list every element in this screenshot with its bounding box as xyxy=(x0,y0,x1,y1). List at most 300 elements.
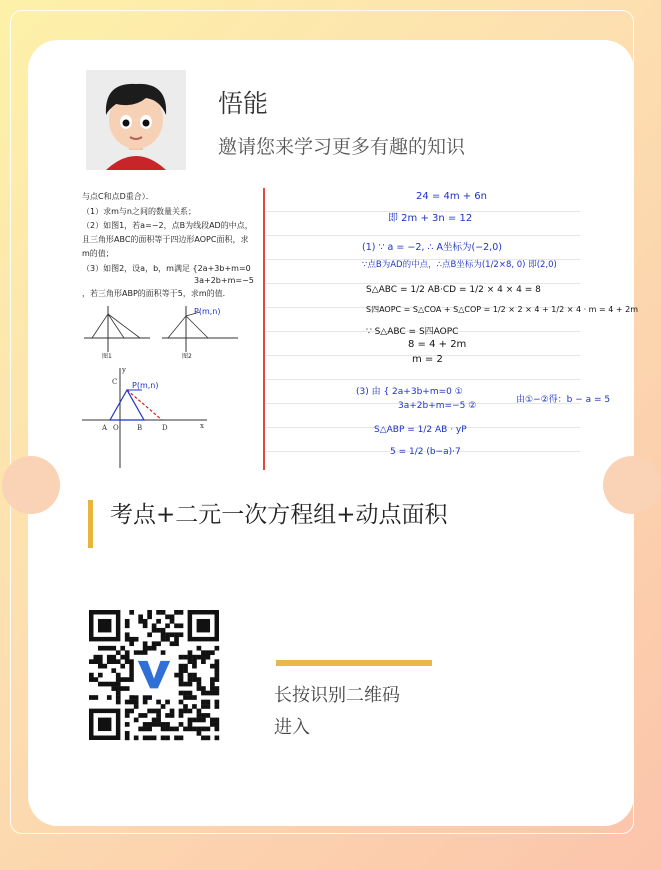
qr-module xyxy=(206,691,211,696)
qr-module xyxy=(210,686,215,691)
qr-module xyxy=(161,650,166,655)
qr-module xyxy=(179,677,184,682)
figure-1 xyxy=(82,302,152,358)
qr-module xyxy=(201,686,206,691)
qr-finder xyxy=(98,619,111,632)
handwritten-solution-panel xyxy=(266,188,639,470)
qr-module xyxy=(179,610,184,615)
qr-module xyxy=(165,727,170,732)
qr-module xyxy=(129,709,134,714)
qr-module xyxy=(179,691,184,696)
qr-module xyxy=(134,650,139,655)
qr-code-icon xyxy=(89,610,219,740)
qr-module xyxy=(165,637,170,642)
qr-module xyxy=(188,673,193,678)
qr-module xyxy=(116,659,121,664)
problem-line: m的值； xyxy=(82,249,114,258)
qr-module xyxy=(210,664,215,669)
qr-module xyxy=(143,736,148,741)
qr-module xyxy=(129,700,134,705)
title-accent-bar xyxy=(88,500,93,548)
qr-module xyxy=(143,619,148,624)
qr-module xyxy=(120,646,125,651)
handwritten-line: ∵点B为AD的中点，∴点B坐标为(1/2×8, 0) 即(2,0) xyxy=(362,260,557,270)
qr-module xyxy=(174,637,179,642)
qr-module xyxy=(165,722,170,727)
qr-module xyxy=(120,655,125,660)
qr-module xyxy=(116,677,121,682)
qr-module xyxy=(152,628,157,633)
handwritten-line: ∵ S△ABC = S四AOPC xyxy=(366,327,459,337)
qr-module xyxy=(156,641,161,646)
qr-module xyxy=(174,610,179,615)
qr-module xyxy=(206,727,211,732)
profile-name: 悟能 xyxy=(218,89,269,118)
page-divider xyxy=(263,188,265,470)
qr-module xyxy=(161,722,166,727)
qr-module xyxy=(192,659,197,664)
qr-module xyxy=(206,700,211,705)
qr-module xyxy=(170,619,175,624)
qr-module xyxy=(134,736,139,741)
qr-module xyxy=(156,722,161,727)
qr-module xyxy=(98,664,103,669)
qr-module xyxy=(120,677,125,682)
qr-module xyxy=(188,727,193,732)
qr-module xyxy=(170,632,175,637)
qr-module xyxy=(125,659,130,664)
handwritten-line: (1) ∵ a = −2, ∴ A坐标为(−2,0) xyxy=(362,242,502,253)
qr-module xyxy=(102,664,107,669)
qr-module xyxy=(183,695,188,700)
qr-module xyxy=(206,655,211,660)
qr-module xyxy=(215,727,220,732)
qr-module xyxy=(179,713,184,718)
axis-label-y: y xyxy=(122,366,126,374)
qr-module xyxy=(210,650,215,655)
qr-module xyxy=(152,718,157,723)
qr-module xyxy=(152,646,157,651)
qr-module xyxy=(188,691,193,696)
problem-line: （2）如图1，若a=−2，点B为线段AD的中点， xyxy=(82,221,253,230)
qr-module xyxy=(116,673,121,678)
qr-module xyxy=(215,722,220,727)
qr-module xyxy=(165,736,170,741)
qr-module xyxy=(210,682,215,687)
qr-module xyxy=(210,691,215,696)
qr-module xyxy=(215,704,220,709)
qr-module xyxy=(147,632,152,637)
avatar xyxy=(86,70,186,170)
qr-module xyxy=(183,727,188,732)
handwritten-line: 24 = 4m + 6n xyxy=(416,191,488,202)
qr-module xyxy=(201,727,206,732)
qr-module xyxy=(174,673,179,678)
qr-module xyxy=(93,655,98,660)
qr-module xyxy=(111,682,116,687)
qr-module xyxy=(143,713,148,718)
qr-module xyxy=(192,655,197,660)
qr-module xyxy=(129,659,134,664)
qr-module xyxy=(161,736,166,741)
course-title: 考点+二元一次方程组+动点面积 xyxy=(110,502,448,528)
handwritten-line: S△ABP = 1/2 AB · yP xyxy=(374,425,467,435)
point-label-a: A xyxy=(102,424,108,432)
qr-module xyxy=(197,731,202,736)
qr-module xyxy=(107,695,112,700)
qr-module xyxy=(116,700,121,705)
qr-hint-line: 进入 xyxy=(274,717,310,738)
qr-hint xyxy=(274,680,474,744)
qr-module xyxy=(161,632,166,637)
qr-module xyxy=(98,646,103,651)
qr-module xyxy=(170,727,175,732)
qr-module xyxy=(138,650,143,655)
figure-1-caption: 图1 xyxy=(102,353,112,360)
point-label-p: P(m,n) xyxy=(194,307,221,316)
qr-module xyxy=(125,713,130,718)
qr-module xyxy=(197,646,202,651)
qr-module xyxy=(107,659,112,664)
qr-module xyxy=(179,722,184,727)
problem-line: 且三角形ABC的面积等于四边形AOPC面积，求 xyxy=(82,235,249,244)
qr-module xyxy=(143,623,148,628)
qr-module xyxy=(161,628,166,633)
qr-module xyxy=(125,700,130,705)
qr-module xyxy=(89,673,94,678)
qr-module xyxy=(165,632,170,637)
qr-module xyxy=(152,641,157,646)
figure-large xyxy=(82,360,212,470)
qr-module xyxy=(129,637,134,642)
handwritten-line: S四AOPC = S△COA + S△COP = 1/2 × 2 × 4 + 1/2 × 4 · m = 4 + 2m xyxy=(366,305,639,314)
qr-module xyxy=(215,700,220,705)
qr-module xyxy=(125,722,130,727)
qr-module xyxy=(215,673,220,678)
problem-line: ，若三角形ABP的面积等于5，求m的值． xyxy=(82,289,231,298)
qr-module xyxy=(125,619,130,624)
figure-2-caption: 图2 xyxy=(182,353,192,360)
qr-module xyxy=(179,632,184,637)
qr-module xyxy=(134,704,139,709)
qr-module xyxy=(134,637,139,642)
qr-module xyxy=(179,682,184,687)
qr-module xyxy=(147,610,152,615)
qr-code[interactable] xyxy=(89,610,219,744)
qr-module xyxy=(179,736,184,741)
qr-module xyxy=(165,623,170,628)
qr-module xyxy=(156,700,161,705)
qr-module xyxy=(188,659,193,664)
qr-module xyxy=(134,718,139,723)
qr-module xyxy=(201,650,206,655)
problem-line: 与点C和点D重合）． xyxy=(82,192,154,201)
qr-module xyxy=(197,709,202,714)
point-label-b: B xyxy=(137,424,143,432)
qr-module xyxy=(170,614,175,619)
qr-module xyxy=(111,646,116,651)
qr-module xyxy=(125,731,130,736)
qr-module xyxy=(111,668,116,673)
qr-module xyxy=(125,655,130,660)
qr-module xyxy=(174,727,179,732)
qr-module xyxy=(197,713,202,718)
qr-module xyxy=(201,655,206,660)
ticket-notch-left xyxy=(2,456,60,514)
qr-module xyxy=(116,691,121,696)
qr-module xyxy=(143,722,148,727)
qr-module xyxy=(165,700,170,705)
qr-hint-line: 长按识别二维码 xyxy=(274,685,400,706)
qr-module xyxy=(93,659,98,664)
qr-module xyxy=(147,722,152,727)
qr-module xyxy=(174,623,179,628)
qr-module xyxy=(143,650,148,655)
qr-module xyxy=(170,641,175,646)
qr-module xyxy=(174,632,179,637)
qr-module xyxy=(197,677,202,682)
qr-module xyxy=(98,673,103,678)
qr-module xyxy=(143,641,148,646)
qr-module xyxy=(215,664,220,669)
qr-module xyxy=(89,659,94,664)
qr-module xyxy=(183,682,188,687)
qr-module xyxy=(215,686,220,691)
qr-module xyxy=(192,718,197,723)
qr-module xyxy=(197,727,202,732)
qr-module xyxy=(107,682,112,687)
qr-module xyxy=(188,655,193,660)
qr-module xyxy=(183,691,188,696)
problem-line: 3a+2b+m=−5 xyxy=(194,276,254,285)
qr-module xyxy=(192,677,197,682)
qr-module xyxy=(179,673,184,678)
qr-module xyxy=(188,650,193,655)
qr-module xyxy=(125,709,130,714)
qr-module xyxy=(125,637,130,642)
qr-module xyxy=(125,650,130,655)
invite-text: 邀请您来学习更多有趣的知识 xyxy=(218,136,466,158)
problem-line: （1）求m与n之间的数量关系； xyxy=(82,207,196,216)
handwritten-line: 即 2m + 3n = 12 xyxy=(388,213,473,224)
qr-module xyxy=(134,695,139,700)
qr-module xyxy=(125,632,130,637)
qr-module xyxy=(102,646,107,651)
qr-module xyxy=(183,709,188,714)
qr-module xyxy=(188,718,193,723)
qr-module xyxy=(192,673,197,678)
qr-module xyxy=(116,682,121,687)
handwritten-line: 由①−②得：b − a = 5 xyxy=(516,395,611,405)
qr-module xyxy=(201,704,206,709)
qr-module xyxy=(107,646,112,651)
qr-module xyxy=(192,695,197,700)
qr-module xyxy=(107,655,112,660)
qr-module xyxy=(98,682,103,687)
problem-text-panel xyxy=(80,188,263,470)
qr-module xyxy=(197,686,202,691)
qr-module xyxy=(161,610,166,615)
point-label-d: D xyxy=(162,424,168,432)
qr-module xyxy=(147,736,152,741)
qr-module xyxy=(147,695,152,700)
qr-module xyxy=(188,695,193,700)
qr-module xyxy=(129,664,134,669)
qr-module xyxy=(161,704,166,709)
qr-module xyxy=(188,709,193,714)
qr-module xyxy=(161,637,166,642)
qr-module xyxy=(197,718,202,723)
gold-divider xyxy=(276,660,432,666)
qr-module xyxy=(111,686,116,691)
qr-module xyxy=(129,641,134,646)
axis-label-x: x xyxy=(200,422,204,430)
qr-module xyxy=(210,722,215,727)
qr-module xyxy=(188,722,193,727)
handwritten-line: m = 2 xyxy=(412,354,443,365)
qr-module xyxy=(138,614,143,619)
qr-module xyxy=(116,650,121,655)
qr-module xyxy=(156,619,161,624)
handwritten-line: 3a+2b+m=−5 ② xyxy=(398,401,477,411)
qr-module xyxy=(129,668,134,673)
qr-module xyxy=(192,704,197,709)
qr-module xyxy=(179,655,184,660)
qr-module xyxy=(147,709,152,714)
qr-module xyxy=(201,659,206,664)
problem-line: （3）如图2，设a，b，m满足 {2a+3b+m=0 xyxy=(82,264,251,273)
ticket-notch-right xyxy=(603,456,661,514)
qr-module xyxy=(116,695,121,700)
qr-module xyxy=(102,682,107,687)
qr-module xyxy=(170,713,175,718)
qr-module xyxy=(188,682,193,687)
qr-module xyxy=(206,736,211,741)
qr-module xyxy=(201,718,206,723)
qr-module xyxy=(201,713,206,718)
qr-module xyxy=(188,677,193,682)
qr-module xyxy=(111,655,116,660)
lesson-preview-image[interactable] xyxy=(80,188,639,470)
qr-module xyxy=(197,682,202,687)
qr-module xyxy=(143,646,148,651)
qr-module xyxy=(138,713,143,718)
qr-module xyxy=(129,673,134,678)
qr-module xyxy=(111,659,116,664)
qr-module xyxy=(197,655,202,660)
handwritten-line: 8 = 4 + 2m xyxy=(408,339,467,350)
qr-module xyxy=(125,677,130,682)
qr-module xyxy=(206,704,211,709)
qr-module xyxy=(152,736,157,741)
qr-module xyxy=(125,736,130,741)
qr-module xyxy=(174,736,179,741)
qr-module xyxy=(93,695,98,700)
qr-module xyxy=(165,713,170,718)
qr-module xyxy=(89,677,94,682)
qr-module xyxy=(179,709,184,714)
handwritten-line: 5 = 1/2 (b−a)·7 xyxy=(390,447,461,457)
handwritten-line: S△ABC = 1/2 AB·CD = 1/2 × 4 × 4 = 8 xyxy=(366,285,541,295)
qr-module xyxy=(156,713,161,718)
qr-module xyxy=(206,713,211,718)
qr-module xyxy=(210,718,215,723)
qr-module xyxy=(152,722,157,727)
qr-module xyxy=(134,700,139,705)
qr-module xyxy=(93,677,98,682)
qr-module xyxy=(215,659,220,664)
qr-module xyxy=(89,695,94,700)
qr-module xyxy=(143,700,148,705)
qr-module xyxy=(129,677,134,682)
handwritten-line: (3) 由 { 2a+3b+m=0 ① xyxy=(356,387,463,397)
qr-module xyxy=(210,677,215,682)
qr-module xyxy=(147,727,152,732)
qr-module xyxy=(156,628,161,633)
cartoon-face-icon xyxy=(86,70,186,170)
figure-2-small xyxy=(160,302,240,358)
qr-module xyxy=(156,718,161,723)
qr-module xyxy=(179,668,184,673)
qr-module xyxy=(98,655,103,660)
qr-module xyxy=(143,695,148,700)
qr-module xyxy=(183,655,188,660)
qr-module xyxy=(129,695,134,700)
qr-module xyxy=(174,641,179,646)
point-label-p-large: P(m,n) xyxy=(132,381,159,390)
qr-module xyxy=(215,677,220,682)
qr-module xyxy=(152,709,157,714)
qr-module xyxy=(179,623,184,628)
point-label-c: C xyxy=(112,378,118,386)
qr-module xyxy=(183,668,188,673)
qr-module xyxy=(215,736,220,741)
qr-module xyxy=(215,668,220,673)
qr-module xyxy=(156,610,161,615)
qr-module xyxy=(129,610,134,615)
qr-module xyxy=(179,664,184,669)
qr-module xyxy=(201,691,206,696)
qr-module xyxy=(147,646,152,651)
qr-module xyxy=(120,664,125,669)
qr-module xyxy=(170,709,175,714)
qr-finder xyxy=(197,619,210,632)
qr-module xyxy=(183,704,188,709)
qr-module xyxy=(201,736,206,741)
qr-module xyxy=(143,727,148,732)
qr-module xyxy=(116,686,121,691)
qr-module xyxy=(192,727,197,732)
qr-module xyxy=(201,700,206,705)
qr-module xyxy=(179,700,184,705)
point-label-o: O xyxy=(113,424,119,432)
qr-module xyxy=(183,664,188,669)
qr-module xyxy=(206,650,211,655)
qr-module xyxy=(138,727,143,732)
qr-finder xyxy=(98,718,111,731)
qr-module xyxy=(98,659,103,664)
qr-module xyxy=(120,686,125,691)
qr-module xyxy=(125,686,130,691)
qr-module xyxy=(192,664,197,669)
qr-module xyxy=(125,623,130,628)
qr-module xyxy=(165,614,170,619)
qr-module xyxy=(215,691,220,696)
qr-module xyxy=(156,709,161,714)
qr-module xyxy=(138,619,143,624)
qr-module xyxy=(147,614,152,619)
qr-module xyxy=(215,646,220,651)
